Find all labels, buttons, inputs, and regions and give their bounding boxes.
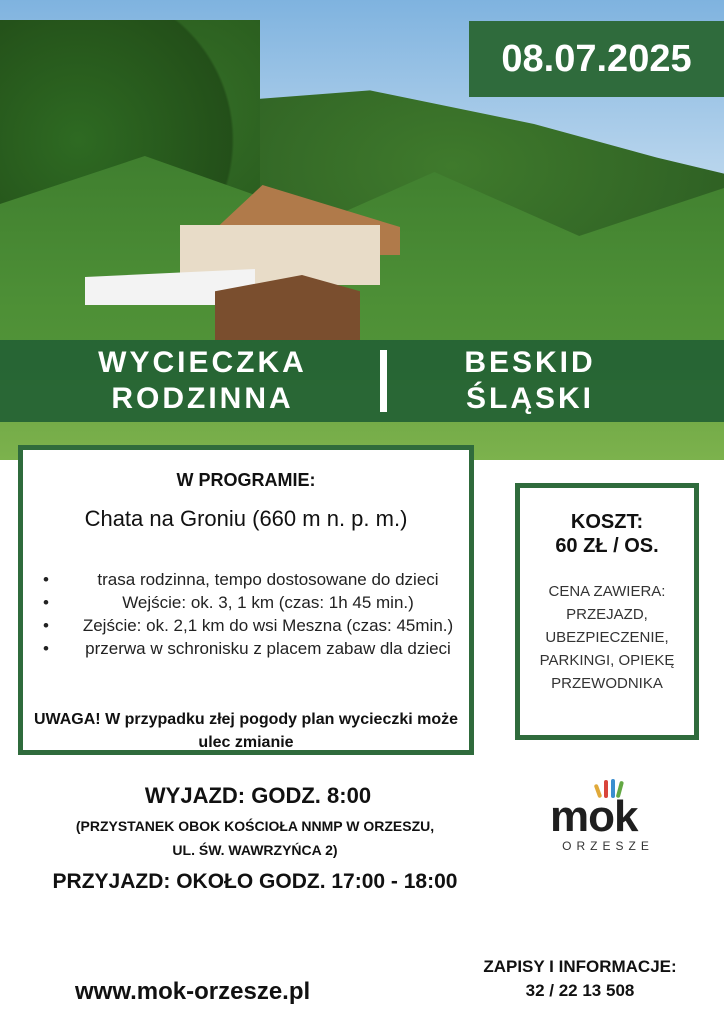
program-item: • trasa rodzinna, tempo dostosowane do dzieci (43, 568, 473, 591)
cost-price: 60 ZŁ / OS. (555, 535, 659, 557)
program-item: • Zejście: ok. 2,1 km do wsi Meszna (czas: 45min.) (43, 614, 473, 637)
mok-logo (548, 778, 668, 858)
destination-line2: ŚLĄSKI (465, 382, 594, 415)
cost-includes: CENA ZAWIERA: PRZEJAZD, UBEZPIECZENIE, PARKINGI, OPIEKĘ PRZEWODNIKA (539, 583, 675, 692)
cost-label: KOSZT: (570, 511, 644, 533)
logo-city: ORZESZE (562, 839, 654, 853)
trip-type-line1: WYCIECZKA (98, 346, 307, 379)
signup-phone[interactable]: 32 / 22 13 508 (525, 981, 635, 1000)
cost-box (515, 483, 699, 740)
signup-label: ZAPISY I INFORMACJE: (483, 957, 677, 976)
date-text: 08.07.2025 (501, 37, 692, 80)
date-badge (469, 21, 724, 97)
arrival-time: PRZYJAZD: OKOŁO GODZ. 17:00 - 18:00 (52, 870, 458, 893)
departure-time: WYJAZD: GODZ. 8:00 (144, 783, 372, 808)
signup-info (455, 955, 705, 1003)
destination-line1: BESKID (464, 346, 596, 379)
destination (430, 345, 630, 417)
banner-divider (380, 350, 387, 412)
program-place: Chata na Groniu (660 m n. p. m.) (84, 506, 408, 531)
trip-type-line2: RODZINNA (111, 382, 294, 415)
title-banner (0, 340, 724, 422)
website-link[interactable]: www.mok-orzesze.pl (75, 978, 311, 1005)
departure-stop-line2: UL. ŚW. WAWRZYŃCA 2) (172, 842, 338, 858)
weather-warning: UWAGA! W przypadku złej pogody plan wycieczki może ulec zmianie (33, 711, 459, 751)
program-list (33, 568, 473, 660)
trip-type (60, 345, 345, 417)
program-box (18, 445, 474, 755)
departure-stop-line1: (PRZYSTANEK OBOK KOŚCIOŁA NNMP W ORZESZU, (75, 818, 435, 834)
program-item: • Wejście: ok. 3, 1 km (czas: 1h 45 min.) (43, 591, 473, 614)
program-title: W PROGRAMIE: (176, 470, 316, 490)
program-item: • przerwa w schronisku z placem zabaw dla dzieci (43, 637, 473, 660)
logo-mark: mok (550, 792, 638, 841)
